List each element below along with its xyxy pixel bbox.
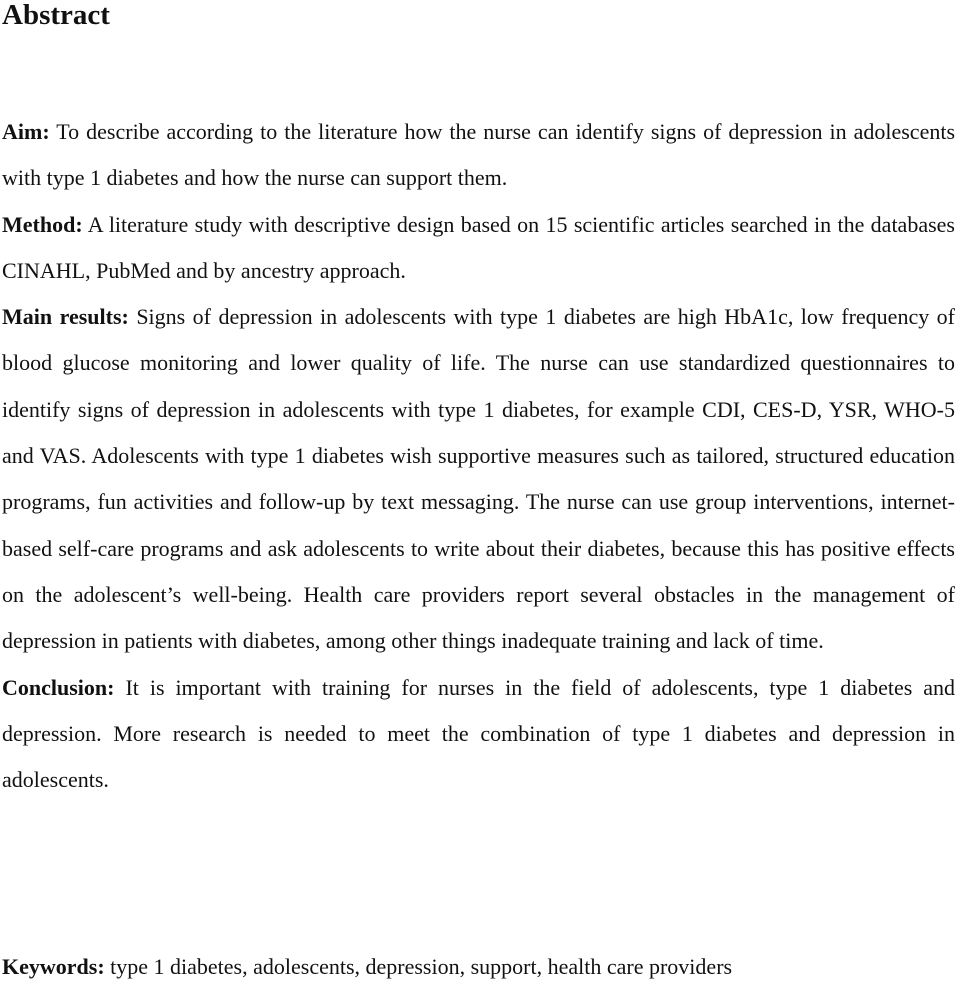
method-label: Method: bbox=[2, 211, 83, 237]
method-paragraph bbox=[2, 202, 955, 295]
main-results-text: Signs of depression in adolescents with type 1 diabetes are high HbA1c, low frequency of blood glucose monitoring and lower quality of life. The nurse can use standardized questionnaires to identify signs of depression in adolescents with type 1 diabetes, for example CDI, CES-D, YSR, WHO-5 and VAS. Adolescents with type 1 diabetes wish supportive measures such as tailored, structured education programs, fun activities and follow-up by text messaging. The nurse can use group interventions, internet-based self-care programs and ask adolescents to write about their diabetes, because this has positive effects on the adolescent’s well-being. Health care providers report several obstacles in the management of depression in patients with diabetes, among other things inadequate training and lack of time. bbox=[2, 304, 956, 654]
method-text: A literature study with descriptive design based on 15 scientific articles searched in the databases CINAHL, PubMed and by ancestry approach. bbox=[2, 211, 955, 283]
main-results-label: Main results: bbox=[2, 304, 129, 330]
aim-paragraph bbox=[2, 109, 955, 202]
abstract-body bbox=[2, 109, 955, 803]
aim-label: Aim: bbox=[2, 119, 50, 144]
conclusion-text: It is important with training for nurses in the field of adolescents, type 1 diabetes and depression. More research is needed to meet the combination of type 1 diabetes and depression in adolescents. bbox=[2, 674, 955, 793]
keywords-text: type 1 diabetes, adolescents, depression, support, health care providers bbox=[110, 954, 733, 979]
conclusion-paragraph bbox=[2, 665, 955, 804]
aim-text: To describe according to the literature how the nurse can identify signs of depression in adolescents with type 1 diabetes and how the nurse can support them. bbox=[2, 119, 956, 191]
conclusion-label: Conclusion: bbox=[2, 674, 115, 700]
keywords-line bbox=[2, 944, 955, 990]
keywords-label: Keywords: bbox=[2, 954, 105, 979]
abstract-heading: Abstract bbox=[2, 0, 110, 31]
main-results-paragraph bbox=[2, 294, 955, 664]
